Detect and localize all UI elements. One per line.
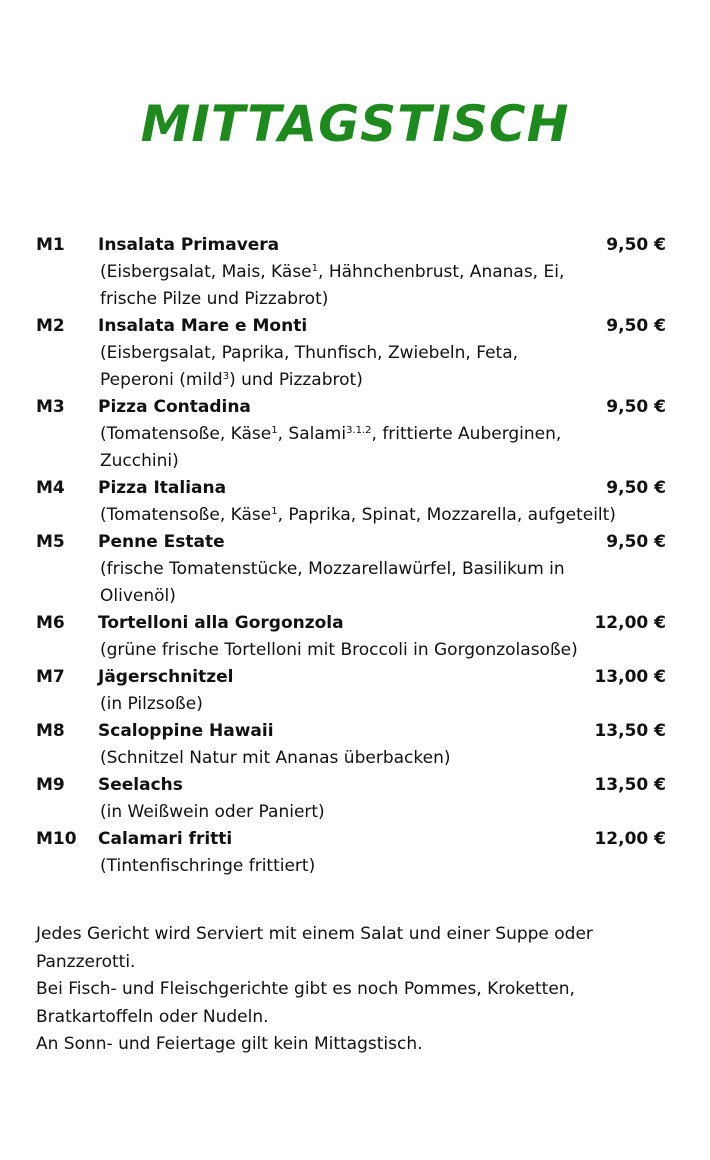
menu-item-m7 — [0, 664, 710, 718]
menu-list — [0, 232, 710, 880]
menu-item-name: Calamari fritti — [98, 829, 233, 849]
menu-item-name: Insalata Primavera — [98, 235, 280, 255]
menu-item-code: M7 — [36, 667, 65, 687]
menu-item-price: 9,50 € — [606, 478, 666, 498]
menu-item-header — [0, 529, 710, 556]
menu-item-m9 — [0, 772, 710, 826]
menu-item-m1 — [0, 232, 710, 313]
description-text: (Tomatensoße, Käse — [100, 505, 272, 525]
description-text: ) und Pizzabrot) — [229, 370, 363, 390]
menu-item-code: M8 — [36, 721, 65, 741]
menu-item-description — [0, 421, 710, 475]
footer-notes — [36, 921, 676, 1059]
menu-item-name: Penne Estate — [98, 532, 225, 552]
menu-item-m2 — [0, 313, 710, 394]
menu-item-description — [0, 502, 710, 529]
footer-note: Bei Fisch- und Fleischgerichte gibt es noch Pommes, Kroketten, Bratkartoffeln oder Nudeln. — [36, 979, 575, 1027]
menu-item-code: M4 — [36, 478, 65, 498]
description-text: , Paprika, Spinat, Mozzarella, aufgeteilt) — [277, 505, 616, 525]
menu-item-price: 9,50 € — [606, 316, 666, 336]
description-text: (frische Tomatenstücke, Mozzarellawürfel, Basilikum in Olivenöl) — [100, 559, 565, 606]
menu-item-code: M1 — [36, 235, 65, 255]
description-text: (Tintenfischringe frittiert) — [100, 856, 316, 876]
allergen-note: 1 — [271, 506, 278, 517]
menu-item-name: Pizza Italiana — [98, 478, 227, 498]
menu-item-description — [0, 691, 710, 718]
footer-note: Jedes Gericht wird Serviert mit einem Salat und einer Suppe oder Panzzerotti. — [36, 924, 593, 972]
menu-item-header — [0, 394, 710, 421]
menu-item-code: M9 — [36, 775, 65, 795]
description-text: (grüne frische Tortelloni mit Broccoli in Gorgonzolasoße) — [100, 640, 578, 660]
menu-item-header — [0, 772, 710, 799]
description-text: (Eisbergsalat, Paprika, Thunfisch, Zwiebeln, Feta, Peperoni (mild — [100, 343, 519, 390]
menu-item-price: 12,00 € — [594, 613, 666, 633]
menu-item-code: M10 — [36, 829, 77, 849]
menu-item-m5 — [0, 529, 710, 610]
page-title: MITTAGSTISCH — [140, 95, 570, 153]
menu-item-price: 9,50 € — [606, 235, 666, 255]
footer-note: An Sonn- und Feiertage gilt kein Mittagstisch. — [36, 1034, 423, 1054]
menu-item-name: Seelachs — [98, 775, 183, 795]
allergen-note: 1 — [271, 425, 278, 436]
menu-item-price: 13,00 € — [594, 667, 666, 687]
menu-item-description — [0, 637, 710, 664]
description-text: , Salami — [277, 424, 347, 444]
menu-item-header — [0, 664, 710, 691]
menu-item-m3 — [0, 394, 710, 475]
menu-item-header — [0, 610, 710, 637]
menu-item-price: 9,50 € — [606, 532, 666, 552]
menu-item-price: 9,50 € — [606, 397, 666, 417]
menu-item-description — [0, 556, 710, 610]
menu-item-m4 — [0, 475, 710, 529]
menu-item-code: M3 — [36, 397, 65, 417]
menu-item-m8 — [0, 718, 710, 772]
menu-item-header — [0, 718, 710, 745]
description-text: (in Weißwein oder Paniert) — [100, 802, 325, 822]
menu-item-description — [0, 745, 710, 772]
description-text: (in Pilzsoße) — [100, 694, 203, 714]
menu-item-description — [0, 853, 710, 880]
description-text: (Tomatensoße, Käse — [100, 424, 272, 444]
description-text: , Hähnchenbrust, Ananas, Ei, frische Pilze und Pizzabrot) — [100, 262, 565, 309]
menu-item-name: Tortelloni alla Gorgonzola — [98, 613, 344, 633]
menu-item-description — [0, 799, 710, 826]
allergen-note: 3 — [222, 371, 230, 382]
menu-item-code: M6 — [36, 613, 65, 633]
menu-item-header — [0, 475, 710, 502]
menu-item-price: 13,50 € — [594, 775, 666, 795]
menu-item-description — [0, 259, 710, 313]
menu-item-code: M2 — [36, 316, 65, 336]
menu-item-header — [0, 313, 710, 340]
menu-item-m10 — [0, 826, 710, 880]
menu-item-header — [0, 826, 710, 853]
menu-item-price: 13,50 € — [594, 721, 666, 741]
menu-item-name: Insalata Mare e Monti — [98, 316, 308, 336]
menu-item-description — [0, 340, 710, 394]
menu-item-name: Jägerschnitzel — [98, 667, 234, 687]
allergen-note: 1 — [311, 263, 319, 274]
menu-item-header — [0, 232, 710, 259]
menu-item-code: M5 — [36, 532, 65, 552]
menu-item-name: Pizza Contadina — [98, 397, 251, 417]
description-text: (Schnitzel Natur mit Ananas überbacken) — [100, 748, 451, 768]
menu-item-name: Scaloppine Hawaii — [98, 721, 274, 741]
menu-item-price: 12,00 € — [594, 829, 666, 849]
menu-item-m6 — [0, 610, 710, 664]
description-text: , frittierte Auberginen, Zucchini) — [100, 424, 562, 471]
allergen-note: 3.1.2 — [346, 425, 372, 436]
description-text: (Eisbergsalat, Mais, Käse — [100, 262, 312, 282]
